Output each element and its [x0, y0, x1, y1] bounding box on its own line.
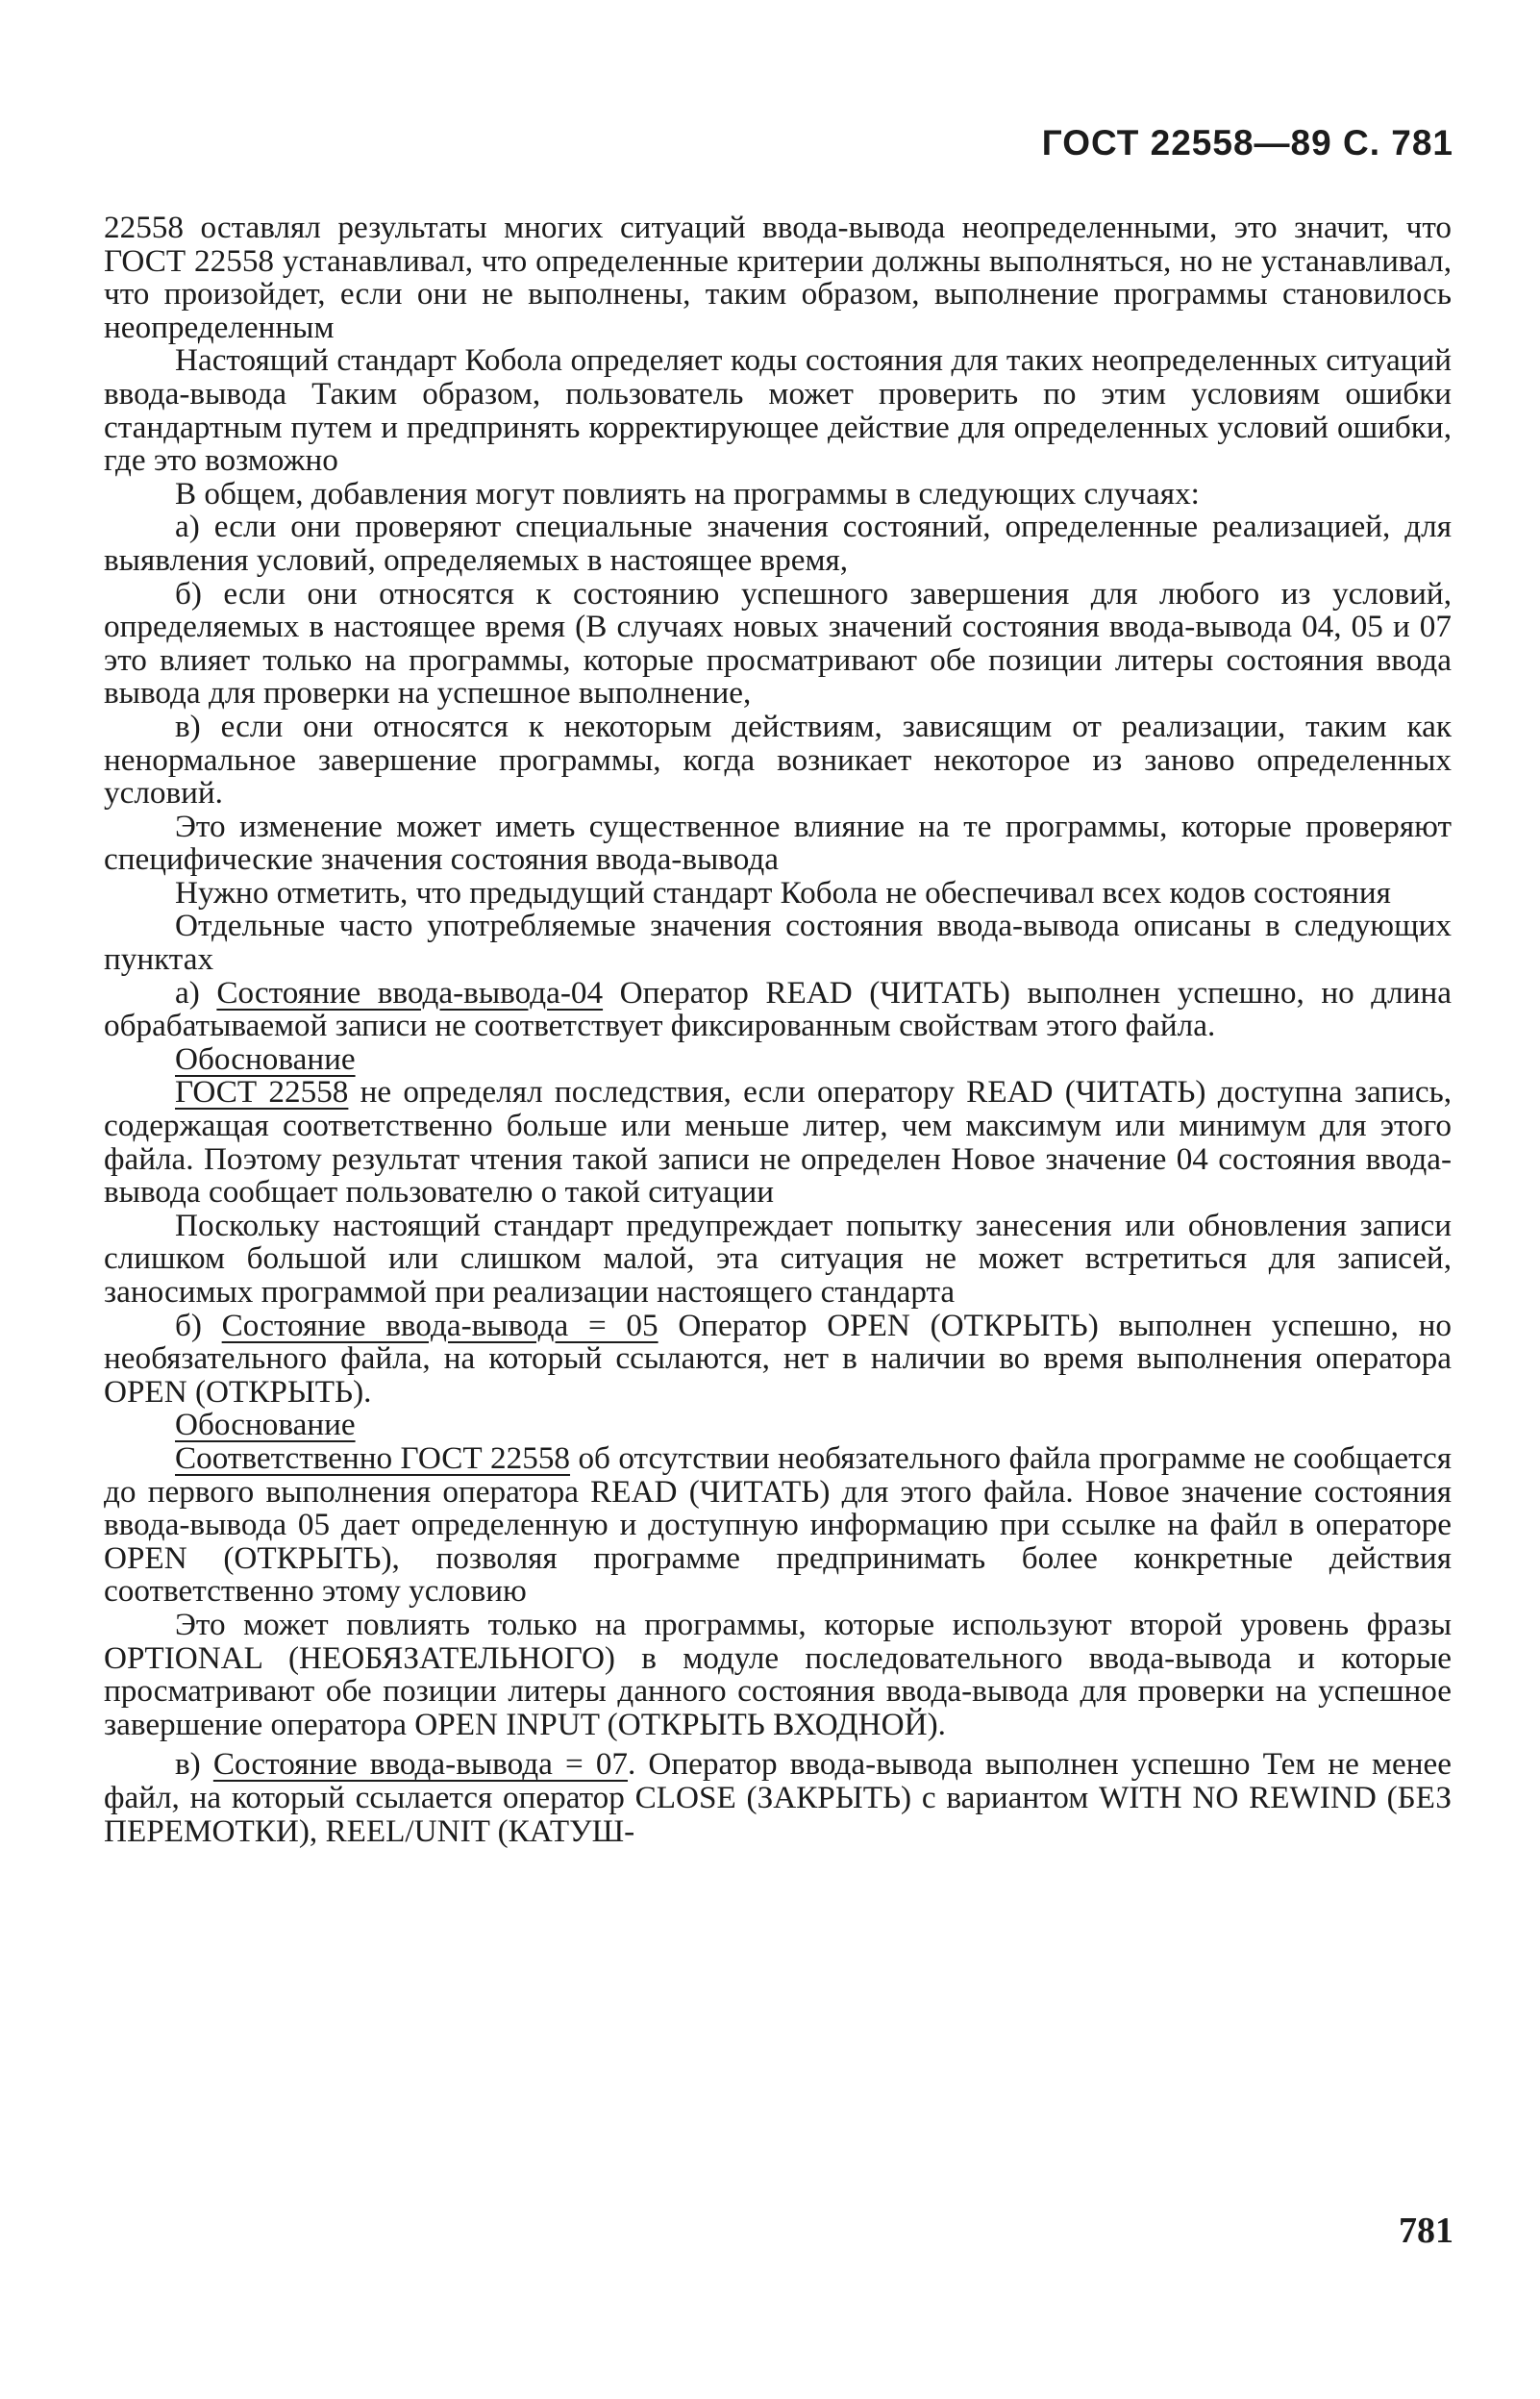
section-b-rationale — [104, 1439, 1452, 1610]
section-c — [104, 1748, 1452, 1848]
rationale-text: не определял последствия, если оператору READ (ЧИТАТЬ) доступна запись, содержащая соответственно больше или меньше литер, чем максимум или минимум для этого файла. Поэтому результат чтения такой записи не определен Новое значение 04 состояния ввода-вывода сообщает пользователю о такой ситуации — [104, 1074, 1452, 1211]
paragraph: Нужно отметить, что предыдущий стандарт Кобола не обеспечивал всех кодов состояния — [175, 874, 1391, 911]
section-a-rationale-label — [104, 1040, 1452, 1077]
section-c-text: . Оператор ввода-вывода выполнен успешно Тем не менее файл, на который ссылается оператор CLOSE (ЗАКРЫТЬ) с вариантом WITH NO REWIND (БЕЗ ПЕРЕМОТКИ), REEL/UNIT (КАТУШ- — [104, 1746, 1452, 1849]
list-item-c: в) если они относятся к некоторым действиям, зависящим от реализации, таким как ненормальное завершение программы, когда возникает некоторое из заново определенных условий. — [104, 708, 1452, 812]
section-b-prefix: б) — [175, 1307, 222, 1343]
rationale-lead: ГОСТ 22558 — [175, 1074, 349, 1111]
paragraph: Настоящий стандарт Кобола определяет коды состояния для таких неопределенных ситуаций ввода-вывода Таким образом, пользователь может проверить по этим условиям ошибки стандартным путем и предпринять корректирующее действие для определенных условий ошибки, где это возможно — [104, 342, 1452, 479]
paragraph: Это изменение может иметь существенное влияние на те программы, которые проверяют специфические значения состояния ввода-вывода — [104, 808, 1452, 878]
list-item-a: а) если они проверяют специальные значения состояний, определенные реализацией, для выявления условий, определяемых в настоящее время, — [104, 509, 1452, 578]
paragraph: В общем, добавления могут повлиять на программы в следующих случаях: — [175, 475, 1200, 512]
paragraph: Отдельные часто употребляемые значения состояния ввода-вывода описаны в следующих пунктах — [104, 908, 1452, 978]
rationale-lead: Соответственно ГОСТ 22558 — [175, 1439, 571, 1476]
section-c-heading: Состояние ввода-вывода = 07 — [212, 1746, 629, 1783]
list-item-b: б) если они относятся к состоянию успешного завершения для любого из условий, определяемых в настоящее время (В случаях новых значений состояния ввода-вывода 04, 05 и 07 это влияет только на программы, которые просматривают обе позиции литеры состояния ввода вывода для проверки на успешное выполнение, — [104, 575, 1452, 712]
section-a — [104, 974, 1452, 1044]
section-a-rationale — [104, 1076, 1452, 1209]
running-header: ГОСТ 22558—89 С. 781 — [1041, 123, 1453, 162]
section-a-prefix: а) — [175, 974, 217, 1011]
paragraph: 22558 оставлял результаты многих ситуаций ввода-вывода неопределенными, это значит, что ГОСТ 22558 устанавливал, что определенные критерии должны выполняться, но не устанавливал, что произойдет, если они не выполнены, таким образом, выполнение программы становилось неопределенным — [104, 210, 1452, 345]
page-number: 781 — [1399, 2211, 1453, 2251]
section-a-text: Оператор READ (ЧИТАТЬ) выполнен успешно, но длина обрабатываемой записи не соответствует фиксированным свойствам этого файла. — [104, 974, 1452, 1044]
section-b — [104, 1307, 1452, 1410]
section-b-note: Это может повлиять только на программы, которые используют второй уровень фразы OPTIONAL (НЕОБЯЗАТЕЛЬНОГО) в модуле последовательного ввода-вывода и которые просматривают обе позиции литеры данного состояния ввода-вывода для проверки на успешное завершение оператора OPEN INPUT (ОТКРЫТЬ ВХОДНОЙ). — [104, 1606, 1452, 1742]
rationale-label: Обоснование — [175, 1040, 356, 1077]
rationale-text: об отсутствии необязательного файла программе не сообщается до первого выполнения оператора READ (ЧИТАТЬ) для этого файла. Новое значение состояния ввода-вывода 05 дает определенную и доступную информацию при ссылке на файл в операторе OPEN (ОТКРЫТЬ), позволяя программе предпринимать более конкретные действия соответственно этому условию — [104, 1439, 1452, 1610]
section-b-heading: Состояние ввода-вывода = 05 — [221, 1307, 658, 1343]
section-a-note: Поскольку настоящий стандарт предупреждает попытку занесения или обновления записи слишком большой или слишком малой, эта ситуация не может встретиться для записей, заносимых программой при реализации настоящего стандарта — [104, 1207, 1452, 1310]
section-b-text: Оператор OPEN (ОТКРЫТЬ) выполнен успешно, но необязательного файла, на который ссылаются, нет в наличии во время выполнения оператора OPEN (ОТКРЫТЬ). — [104, 1307, 1452, 1410]
rationale-label: Обоснование — [175, 1407, 356, 1443]
section-a-heading: Состояние ввода-вывода-04 — [216, 974, 604, 1011]
section-b-rationale-label — [104, 1409, 1452, 1442]
section-c-prefix: в) — [175, 1746, 213, 1783]
document-body — [104, 212, 1452, 1848]
